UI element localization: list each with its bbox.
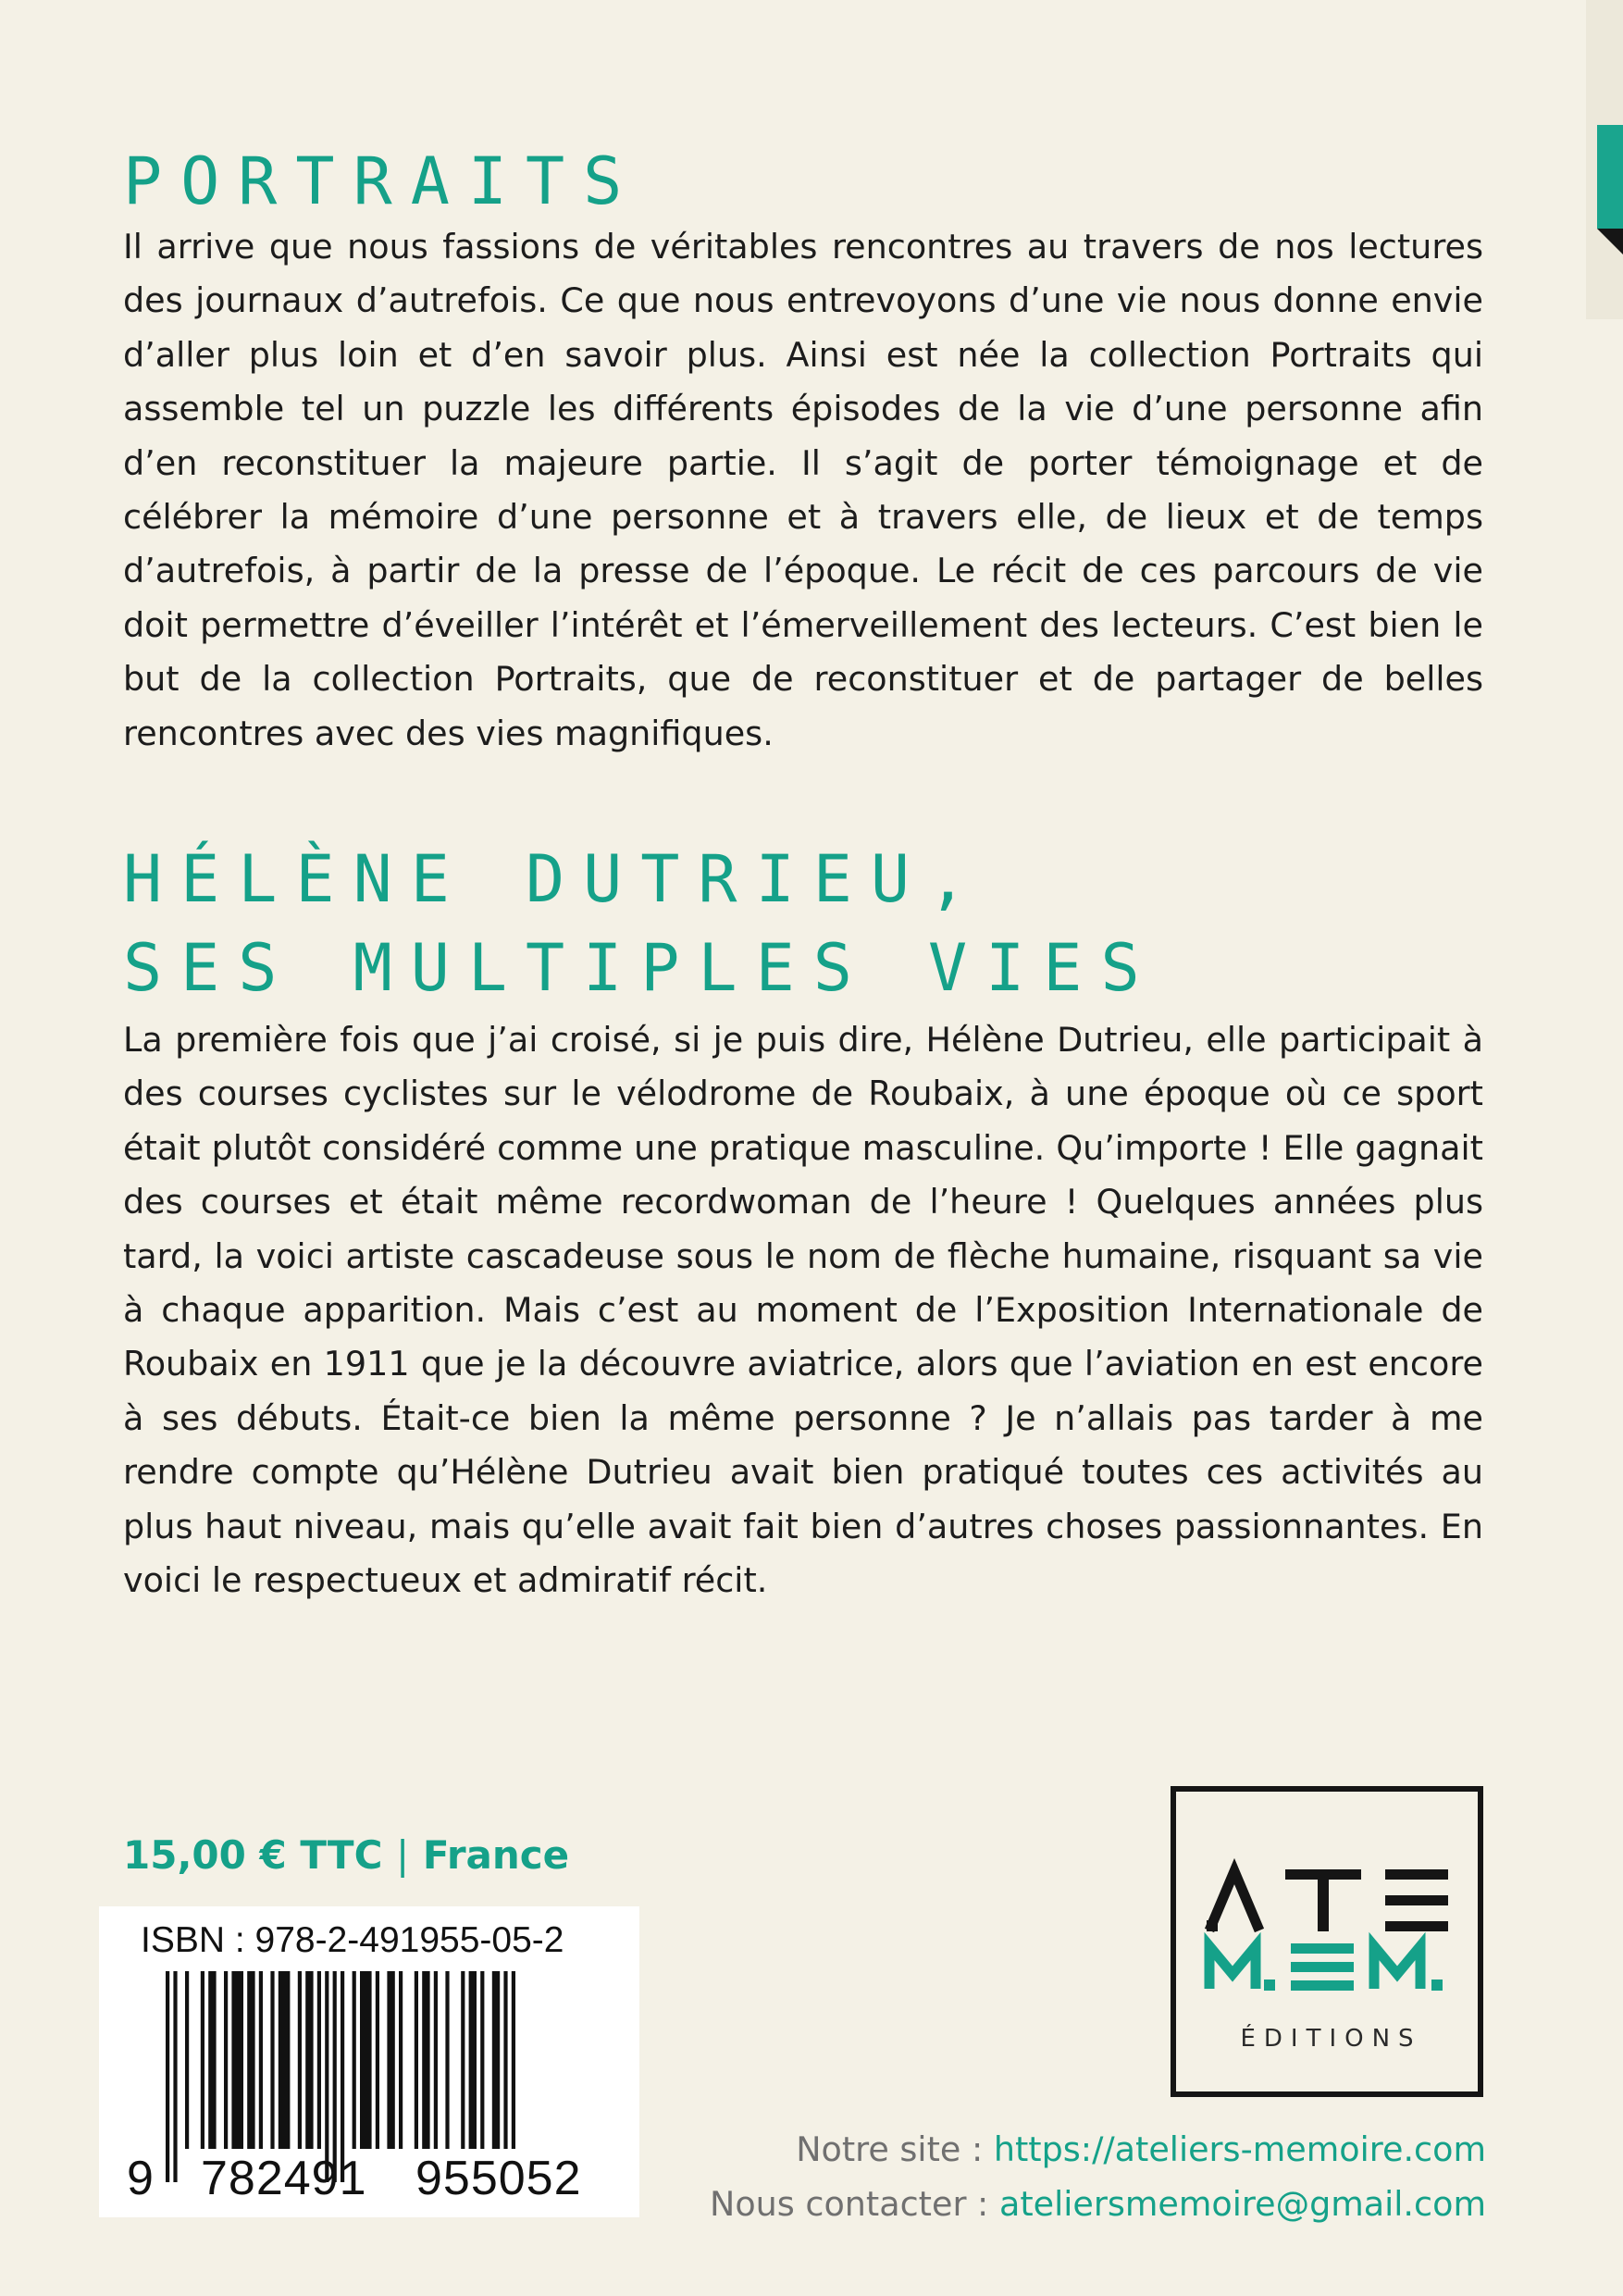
barcode-bar: [434, 1971, 438, 2149]
barcode-bar: [270, 1971, 274, 2149]
barcode-digit-first: 9: [127, 2152, 154, 2205]
collection-description: Il arrive que nous fassions de véritables rencontres au travers de nos lectures des journaux d’autrefois. Ce que nous entrevoyons d’une vie nous donne envie d’aller plus loin et d’en savoir plus. Ainsi est née la collection Portraits qui assemble tel un puzzle les différents épisodes de la vie d’une personne afin d’en reconstituer la majeure partie. Il s’agit de porter témoignage et de célébrer la mémoire d’une personne et à travers elle, de lieux et de temps d’autrefois, à partir de la presse de l’époque. Le récit de ces parcours de vie doit permettre d’éveiller l’intérêt et l’émerveillement des lecteurs. C’est bien le but de la collection Portraits, que de reconstituer et de partager de belles rencontres avec des vies magnifiques.: [123, 227, 1483, 753]
barcode-bar: [247, 1971, 254, 2149]
barcode-bar: [231, 1971, 243, 2149]
barcode-bar: [415, 1971, 418, 2149]
barcode-bar: [422, 1971, 429, 2149]
barcode-digits-right: 955052: [415, 2152, 582, 2205]
price-separator: |: [396, 1832, 410, 1878]
email-line: [710, 2181, 1486, 2228]
barcode-bar: [298, 1971, 302, 2149]
barcode-bar: [469, 1971, 477, 2149]
barcode-bar: [259, 1971, 263, 2149]
book-summary: La première fois que j’ai croisé, si je puis dire, Hélène Dutrieu, elle participait à des courses cyclistes sur le vélodrome de Roubaix, à une époque où ce sport était plutôt considéré comme une pratique masculine. Qu’importe ! Elle gagnait des courses et était même recordwoman de l’heure ! Quelques années plus tard, la voici artiste cascadeuse sous le nom de flèche humaine, risquant sa vie à chaque apparition. Mais c’est au moment de l’Exposition Internationale de Roubaix en 1911 que je la découvre aviatrice, alors que l’aviation en est encore à ses débuts. Était-ce bien la même personne ? Je n’allais pas tarder à me rendre compte qu’Hélène Dutrieu avait bien pratiqué toutes ces activités au plus haut niveau, mais qu’elle avait fait bien d’autres choses passionnantes. En voici le respectueux et admiratif récit.: [123, 1020, 1483, 1601]
barcode-digits: [99, 2151, 639, 2206]
barcode-bar: [492, 1971, 500, 2149]
barcode-bar: [360, 1971, 372, 2149]
barcode-bar: [480, 1971, 484, 2149]
spine-accent-tab: [1597, 125, 1623, 229]
website-link[interactable]: https://ateliers-memoire.com: [993, 2129, 1486, 2169]
barcode-bar: [279, 1971, 291, 2149]
barcode-bar: [201, 1971, 204, 2149]
price-country: France: [422, 1832, 570, 1878]
barcode-bar: [305, 1971, 313, 2149]
barcode-bar: [376, 1971, 379, 2149]
barcode-bar: [387, 1971, 394, 2149]
book-title-line-2: SES MULTIPLES VIES: [123, 930, 1158, 1006]
collection-title: [123, 137, 640, 226]
barcode-bar: [317, 1971, 321, 2149]
website-line: [796, 2127, 1486, 2173]
book-title-line-1: HÉLÈNE DUTRIEU,: [123, 841, 986, 917]
publisher-logo: [1171, 1786, 1483, 2097]
price-line: [123, 1828, 569, 1883]
isbn-barcode: [99, 1906, 639, 2217]
logo-editions-label: ÉDITIONS: [1240, 2025, 1422, 2053]
barcode-bar: [512, 1971, 515, 2149]
barcode-bar: [353, 1971, 356, 2149]
barcode-bar: [399, 1971, 403, 2149]
price-amount: 15,00 € TTC: [123, 1832, 383, 1878]
book-title: [123, 835, 1158, 1012]
email-link[interactable]: ateliersmemoire@gmail.com: [998, 2184, 1486, 2224]
barcode-bar: [445, 1971, 449, 2149]
website-label: Notre site :: [796, 2129, 994, 2169]
barcode-bar: [185, 1971, 189, 2149]
barcode-bar: [503, 1971, 507, 2149]
barcode-bar: [208, 1971, 216, 2149]
barcode-bar: [224, 1971, 228, 2149]
email-label: Nous contacter :: [710, 2184, 999, 2224]
isbn-label: ISBN : 978-2-491955-05-2: [141, 1920, 564, 1960]
barcode-bar: [461, 1971, 465, 2149]
collection-title-text: PORTRAITS: [123, 143, 641, 219]
barcode-digits-left: 782491: [201, 2152, 367, 2205]
spine-notch: [1597, 229, 1623, 254]
